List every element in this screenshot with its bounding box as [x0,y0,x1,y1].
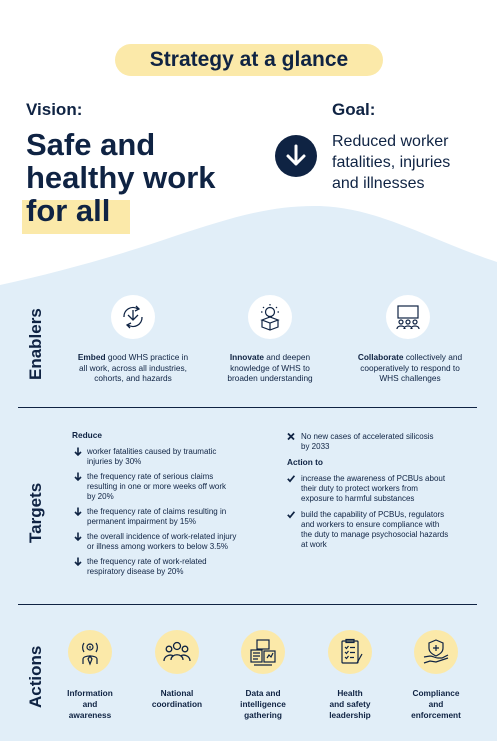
action-leadership-line3: leadership [329,710,371,720]
hand-shield-icon [414,630,458,674]
action-leadership-line1: Health [337,688,363,698]
vision-line-3: for all [26,193,111,228]
enabler-collaborate-line3: WHS challenges [379,373,441,383]
vision-label: Vision: [26,100,83,119]
vision-statement [26,128,266,227]
section-label-actions: Actions [26,645,45,708]
page-title: Strategy at a glance [115,44,383,76]
reduce-item-5-line1: the frequency rate of work-related [87,557,207,566]
action-information [50,688,130,721]
action-item-1-line1: increase the awareness of PCBUs about [301,474,446,483]
enabler-innovate [200,352,340,384]
section-label-enablers: Enablers [26,308,45,380]
collaborate-board-icon [386,295,430,339]
enabler-innovate-line3: broaden understanding [227,373,313,383]
action-information-line2: and [82,699,98,709]
action-data-line2: intelligence [240,699,286,709]
divider-enablers-targets [18,407,477,408]
action-item-1-line3: exposure to harmful substances [301,494,415,503]
enabler-innovate-line2: knowledge of WHS to [230,362,310,373]
reduce-item-5 [87,557,207,577]
clipboard-checklist-icon [328,630,372,674]
silicosis-line2: by 2033 [301,442,330,451]
enabler-collaborate-bold: Collaborate [357,352,404,362]
reduce-item-5-line2: respiratory disease by 20% [87,567,184,576]
reduce-item-1-line2: injuries by 30% [87,457,142,466]
action-item-2-line1: build the capability of PCBUs, regulators [301,510,445,519]
silicosis-target [301,432,434,452]
reduce-item-4 [87,532,236,552]
enabler-embed-bold: Embed [77,352,106,362]
reduce-item-2-line2: resulting in one or more weeks off work [87,482,227,491]
action-item-2-line4: at work [301,540,327,549]
action-data-line3: gathering [244,710,282,720]
action-compliance-line3: enforcement [411,710,461,720]
action-leadership-line2: and safety [329,699,371,709]
reduce-item-4-line2: or illness among workers to below 3.5% [87,542,228,551]
action-compliance-line2: and [428,699,444,709]
enabler-collaborate-line2: cooperatively to respond to [360,362,460,373]
reduce-item-4-line1: the overall incidence of work-related injury [87,532,237,541]
goal-line-1: Reduced worker [332,133,449,150]
action-item-2 [301,510,448,550]
action-national [137,688,217,710]
reduce-item-1-line1: worker fatalities caused by traumatic [87,447,217,456]
enabler-embed-line3: cohorts, and hazards [94,373,172,383]
action-leadership [310,688,390,721]
action-information-line3: awareness [68,710,112,720]
section-label-targets: Targets [26,482,45,543]
enabler-collaborate [340,352,480,384]
action-item-2-line2: and workers to ensure compliance with [301,520,440,529]
targets-action-heading: Action to [287,457,323,467]
goal-label: Goal: [332,100,376,119]
action-compliance [396,688,476,721]
goal-line-3: and illnesses [332,175,425,192]
down-arrow-icon [74,472,82,481]
enabler-embed-rest: good WHS practice in [105,352,189,362]
reduce-item-3 [87,507,226,527]
action-national-line1: National [160,688,194,698]
reduce-item-2-line3: by 20% [87,492,114,501]
enabler-embed [63,352,203,384]
down-arrow-icon [74,557,82,566]
check-icon [287,510,295,519]
enabler-innovate-rest: and deepen [263,352,311,362]
embed-cycle-icon [111,295,155,339]
information-person-icon [68,630,112,674]
silicosis-line1: No new cases of accelerated silicosis [301,432,434,441]
targets-reduce-heading: Reduce [72,430,102,440]
cross-icon [287,432,295,441]
enabler-collaborate-rest: collectively and [403,352,463,362]
lightbulb-box-icon [248,295,292,339]
people-group-icon [155,630,199,674]
action-item-2-line3: the duty to manage psychosocial hazards [301,530,449,539]
reduce-item-2-line1: the frequency rate of serious claims [87,472,214,481]
vision-line-2: healthy work [26,160,216,195]
action-item-1 [301,474,445,504]
reduce-item-1 [87,447,216,467]
down-arrow-icon [74,532,82,541]
down-arrow-icon [74,507,82,516]
vision-line-1: Safe and [26,127,156,162]
enabler-embed-line2: all work, across all industries, [79,362,187,373]
reduce-item-2 [87,472,226,502]
action-item-1-line2: their duty to protect workers from [301,484,418,493]
check-icon [287,474,295,483]
reduce-item-3-line2: permanent impairment by 15% [87,517,196,526]
enabler-innovate-bold: Innovate [229,352,264,362]
down-arrow-icon [74,447,82,456]
down-arrow-icon [275,135,317,177]
action-information-line1: Information [67,688,113,698]
action-data-line1: Data and [245,688,281,698]
divider-targets-actions [18,604,477,605]
goal-line-2: fatalities, injuries [332,154,451,171]
reduce-item-3-line1: the frequency rate of claims resulting in [87,507,227,516]
goal-statement [332,131,492,194]
data-devices-icon [241,630,285,674]
action-national-line2: coordination [151,699,203,709]
action-compliance-line1: Compliance [412,688,460,698]
action-data [223,688,303,721]
